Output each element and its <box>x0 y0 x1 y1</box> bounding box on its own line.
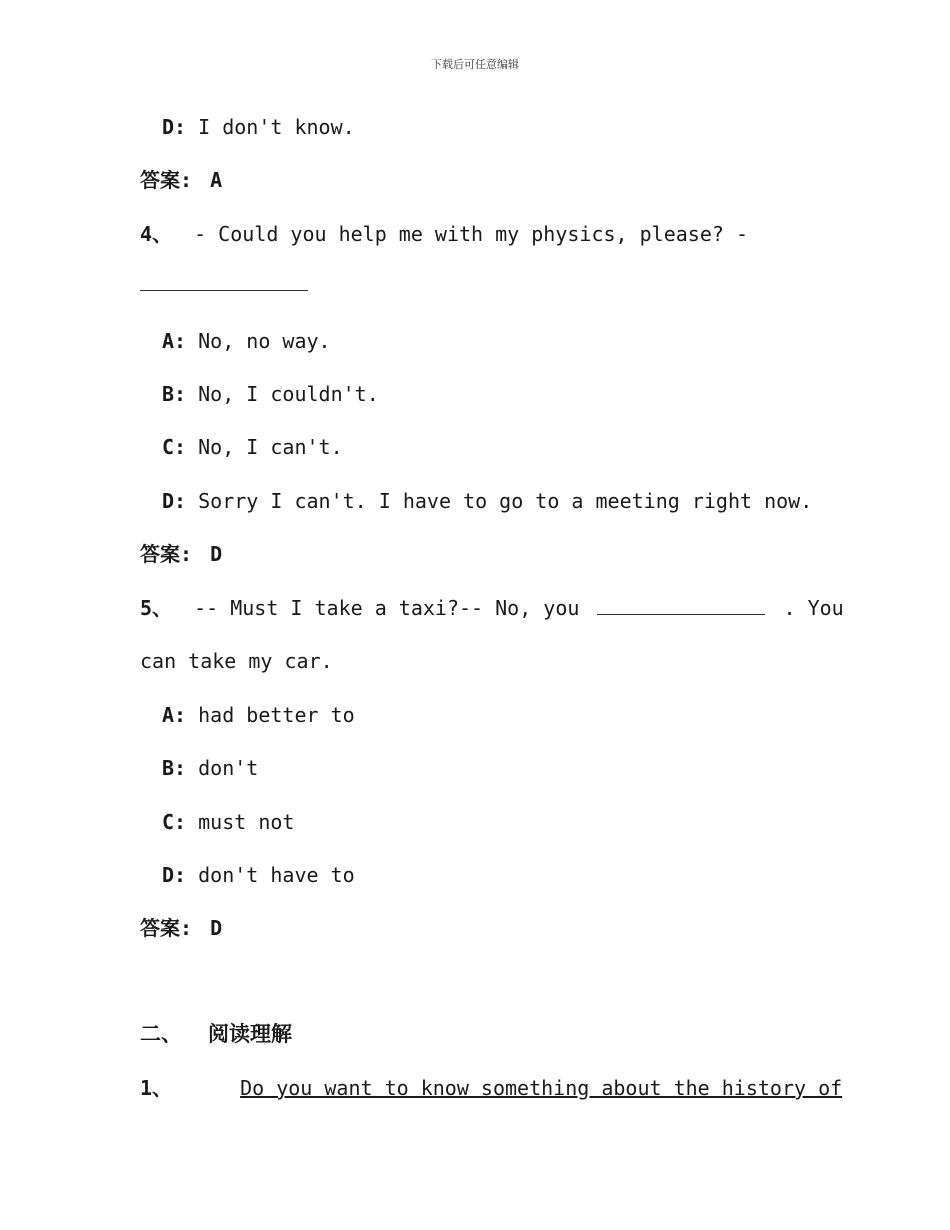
option-key: C: <box>162 435 187 459</box>
q4-option-b <box>162 382 379 406</box>
option-text: Sorry I can't. I have to go to a meeting right now. <box>198 489 813 513</box>
answer-label: 答案: <box>140 542 193 566</box>
q4-blank-line <box>140 272 308 296</box>
question-text: - Could you help me with my physics, please? - <box>194 222 748 246</box>
question-number: 5、 <box>140 596 173 620</box>
option-key: A: <box>162 703 187 727</box>
question-text: -- Must I take a taxi?-- No, you <box>194 596 580 620</box>
question-text-cont: . You <box>783 596 844 620</box>
reading-1 <box>140 1076 842 1100</box>
answer-label: 答案: <box>140 916 193 940</box>
q3-answer <box>140 168 222 192</box>
q5-option-b <box>162 756 258 780</box>
option-text: I don't know. <box>198 115 355 139</box>
option-key: B: <box>162 382 187 406</box>
section-title: 阅读理解 <box>208 1022 293 1046</box>
q4-question <box>140 222 748 246</box>
option-text: don't have to <box>198 863 355 887</box>
q3-option-d <box>162 115 355 139</box>
q5-question-line2: can take my car. <box>140 649 333 673</box>
reading-text: Do you want to know something about the history of <box>240 1076 843 1100</box>
q4-answer <box>140 542 222 566</box>
option-text: had better to <box>198 703 355 727</box>
option-key: D: <box>162 489 187 513</box>
reading-number: 1、 <box>140 1076 173 1100</box>
answer-blank <box>597 596 765 615</box>
q4-option-c <box>162 435 343 459</box>
answer-value: D <box>210 542 223 566</box>
q5-answer <box>140 916 222 940</box>
option-text: No, I can't. <box>198 435 343 459</box>
section-number: 二、 <box>140 1022 182 1046</box>
option-key: C: <box>162 810 187 834</box>
option-key: B: <box>162 756 187 780</box>
q5-option-c <box>162 810 294 834</box>
option-key: D: <box>162 115 187 139</box>
answer-value: D <box>210 916 223 940</box>
answer-label: 答案: <box>140 168 193 192</box>
option-text: No, no way. <box>198 329 331 353</box>
q4-option-a <box>162 329 331 353</box>
option-key: A: <box>162 329 187 353</box>
question-number: 4、 <box>140 222 173 246</box>
option-key: D: <box>162 863 187 887</box>
q5-question <box>140 596 844 620</box>
q4-option-d <box>162 489 812 513</box>
option-text: No, I couldn't. <box>198 382 379 406</box>
q5-option-a <box>162 703 355 727</box>
q5-option-d <box>162 863 355 887</box>
option-text: must not <box>198 810 295 834</box>
option-text: don't <box>198 756 259 780</box>
section-heading <box>140 1022 292 1046</box>
page-header: 下载后可任意编辑 <box>431 58 519 71</box>
answer-value: A <box>210 168 223 192</box>
